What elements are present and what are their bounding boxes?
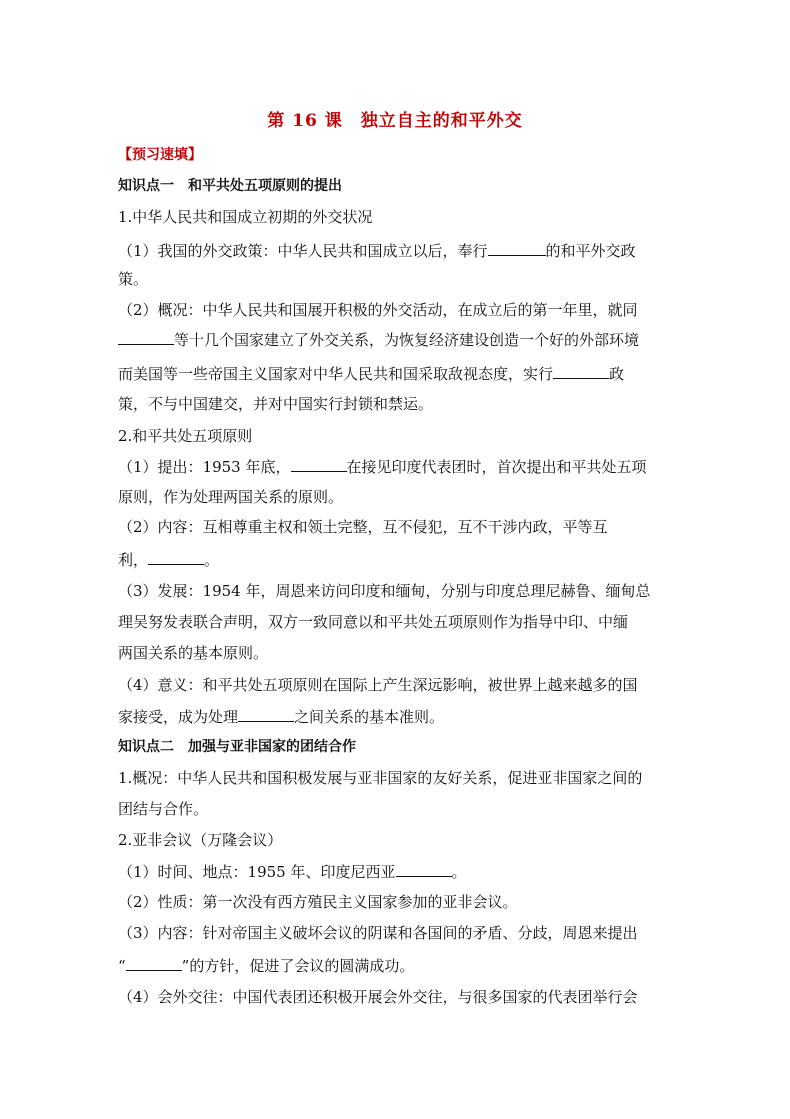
text: （1）时间、地点：1955 年、印度尼西亚 (118, 863, 396, 881)
knowledge-point-1-heading: 知识点一 和平共处五项原则的提出 (118, 178, 342, 194)
text: 。 (204, 551, 220, 569)
text: （1）提出：1953 年底， (118, 458, 291, 476)
section-tag-preview: 【预习速填】 (118, 147, 202, 163)
kp1-item-2-line-4: 策，不与中国建交，并对中国实行封锁和禁运。 (118, 395, 434, 413)
text: 。 (451, 863, 467, 881)
kp1-item-4-line-1: （2）内容：互相尊重主权和领土完整，互不侵犯，互不干涉内政，平等互 (118, 518, 608, 536)
kp1-item-5-line-3: 两国关系的基本原则。 (118, 644, 269, 662)
text: （1）我国的外交政策：中华人民共和国成立以后，奉行 (118, 242, 488, 260)
kp2-item-1 (118, 862, 678, 881)
text: 政 (609, 365, 625, 383)
text: 而美国等一些帝国主义国家对中华人民共和国采取敌视态度，实行 (118, 365, 554, 383)
fill-blank[interactable] (118, 330, 174, 345)
kp1-item-6-line-2 (118, 707, 678, 726)
fill-blank[interactable] (291, 457, 347, 472)
page-title: 第 16 课 独立自主的和平外交 (267, 111, 523, 131)
kp1-item-5-line-1: （3）发展：1954 年，周恩来访问印度和缅甸，分别与印度总理尼赫鲁、缅甸总 (118, 582, 651, 600)
knowledge-point-2-heading: 知识点二 加强与亚非国家的团结合作 (118, 739, 356, 755)
text: ”的方针，促进了会议的圆满成功。 (181, 957, 415, 975)
kp1-item-2-line-3 (118, 364, 678, 383)
fill-blank[interactable] (396, 862, 452, 877)
kp1-item-1-line-1 (118, 241, 678, 260)
text: 利， (118, 551, 149, 569)
fill-blank[interactable] (126, 956, 182, 971)
kp2-subheading-1-line-1: 1.概况：中华人民共和国积极发展与亚非国家的友好关系，促进亚非国家之间的 (118, 769, 643, 787)
kp1-item-2-line-2 (118, 330, 678, 349)
kp1-item-3-line-1 (118, 457, 678, 476)
fill-blank[interactable] (238, 707, 294, 722)
kp2-subheading-2: 2.亚非会议（万隆会议） (118, 831, 283, 849)
text: 家接受，成为处理 (118, 708, 239, 726)
kp2-subheading-1-line-2: 团结与合作。 (118, 800, 209, 818)
kp2-item-2: （2）性质：第一次没有西方殖民主义国家参加的亚非会议。 (118, 893, 518, 911)
kp1-item-5-line-2: 理吴努发表联合声明，双方一致同意以和平共处五项原则作为指导中印、中缅 (118, 613, 629, 631)
kp1-subheading-2: 2.和平共处五项原则 (118, 427, 253, 445)
kp1-item-1-line-2: 策。 (118, 270, 149, 288)
kp1-item-3-line-2: 原则，作为处理两国关系的原则。 (118, 488, 344, 506)
text: 等十几个国家建立了外交关系，为恢复经济建设创造一个好的外部环境 (174, 331, 640, 349)
text: 之间关系的基本准则。 (294, 708, 445, 726)
fill-blank[interactable] (553, 364, 609, 379)
kp1-item-4-line-2 (118, 550, 678, 569)
text: 的和平外交政 (545, 242, 636, 260)
kp1-subheading-1: 1.中华人民共和国成立初期的外交状况 (118, 208, 373, 226)
kp2-item-4: （4）会外交往：中国代表团还积极开展会外交往，与很多国家的代表团举行会 (118, 988, 638, 1006)
text: “ (118, 957, 126, 975)
kp2-item-3-line-1: （3）内容：针对帝国主义破坏会议的阴谋和各国间的矛盾、分歧，周恩来提出 (118, 924, 638, 942)
kp2-item-3-line-2 (118, 956, 678, 975)
fill-blank[interactable] (488, 241, 546, 256)
text: 在接见印度代表团时，首次提出和平共处五项 (346, 458, 647, 476)
kp1-item-2-line-1: （2）概况：中华人民共和国展开积极的外交活动，在成立后的第一年里，就同 (118, 301, 638, 319)
kp1-item-6-line-1: （4）意义：和平共处五项原则在国际上产生深远影响，被世界上越来越多的国 (118, 676, 638, 694)
fill-blank[interactable] (148, 550, 204, 565)
